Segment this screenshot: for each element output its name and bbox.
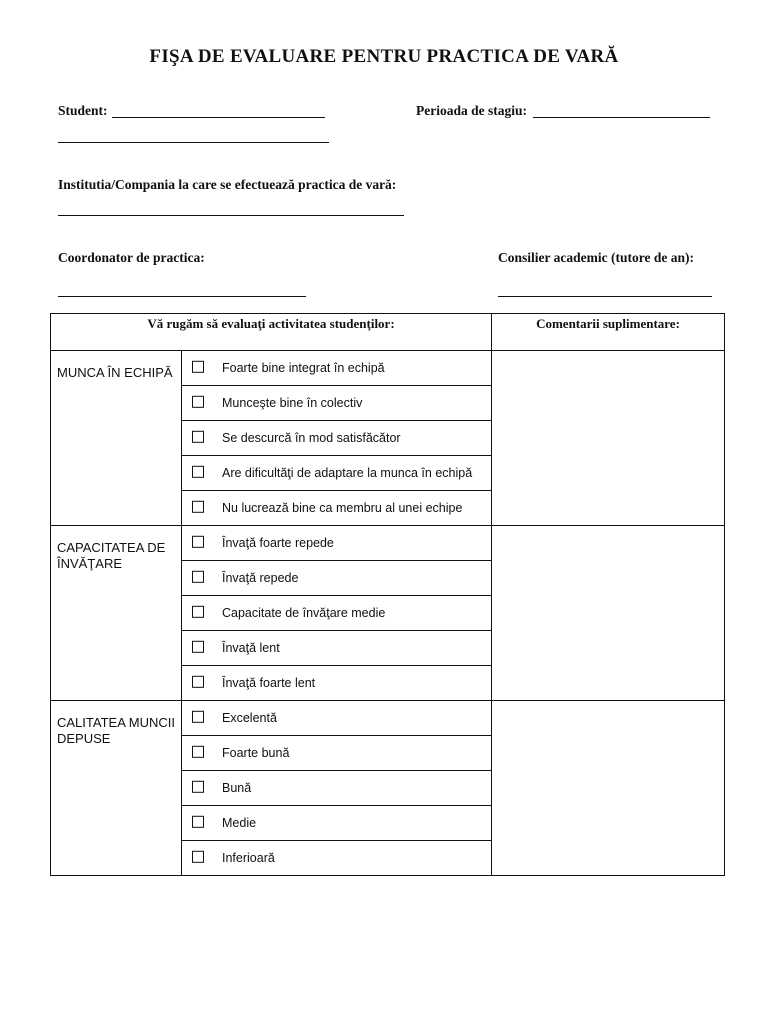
checkbox[interactable] xyxy=(192,501,204,513)
checkbox[interactable] xyxy=(192,396,204,408)
evaluation-table xyxy=(50,313,725,876)
option-row[interactable] xyxy=(182,596,492,631)
option-row[interactable] xyxy=(182,736,492,771)
checkbox[interactable] xyxy=(192,851,204,863)
page-title: FIŞA DE EVALUARE PENTRU PRACTICA DE VARĂ xyxy=(149,46,619,67)
option-row[interactable] xyxy=(182,701,492,736)
option-label: Foarte bună xyxy=(222,746,290,760)
option-row[interactable] xyxy=(182,631,492,666)
option-label: Excelentă xyxy=(222,711,277,725)
category-work-quality: CALITATEA MUNCII DEPUSE xyxy=(51,701,182,876)
option-row[interactable] xyxy=(182,561,492,596)
checkbox[interactable] xyxy=(192,641,204,653)
checkbox[interactable] xyxy=(192,466,204,478)
comments-cell-learning[interactable] xyxy=(492,526,725,701)
student-field-line[interactable] xyxy=(112,117,325,118)
checkbox[interactable] xyxy=(192,746,204,758)
coordinator-label: Coordonator de practica: xyxy=(58,250,205,265)
option-label: Medie xyxy=(222,816,257,830)
option-row[interactable] xyxy=(182,841,492,876)
option-row[interactable] xyxy=(182,666,492,701)
advisor-field-line[interactable] xyxy=(498,296,712,297)
checkbox[interactable] xyxy=(192,711,204,723)
table-header-row xyxy=(51,314,725,351)
option-label: Învaţă foarte repede xyxy=(222,536,334,550)
institution-label: Institutia/Compania la care se efectuează practica de vară: xyxy=(58,177,397,192)
checkbox[interactable] xyxy=(192,431,204,443)
advisor-label: Consilier academic (tutore de an): xyxy=(498,250,694,265)
option-label: Foarte bine integrat în echipă xyxy=(222,361,385,375)
option-label: Munceşte bine în colectiv xyxy=(222,396,363,410)
student-label: Student: xyxy=(58,103,108,118)
checkbox[interactable] xyxy=(192,536,204,548)
period-field-line[interactable] xyxy=(533,117,710,118)
option-row[interactable] xyxy=(182,351,492,386)
option-label: Se descurcă în mod satisfăcător xyxy=(222,431,401,445)
option-row[interactable] xyxy=(182,491,492,526)
comments-cell-teamwork[interactable] xyxy=(492,351,725,526)
comments-cell-work-quality[interactable] xyxy=(492,701,725,876)
period-label: Perioada de stagiu: xyxy=(416,103,527,118)
checkbox[interactable] xyxy=(192,676,204,688)
option-row[interactable] xyxy=(182,386,492,421)
checkbox[interactable] xyxy=(192,571,204,583)
checkbox[interactable] xyxy=(192,781,204,793)
category-teamwork: MUNCA ÎN ECHIPĂ xyxy=(51,351,182,526)
checkbox[interactable] xyxy=(192,361,204,373)
option-row[interactable] xyxy=(182,421,492,456)
option-label: Învaţă repede xyxy=(222,571,299,585)
option-label: Inferioară xyxy=(222,851,275,865)
category-learning: CAPACITATEA DE ÎNVĂŢARE xyxy=(51,526,182,701)
student-field-line-2[interactable] xyxy=(58,142,329,143)
option-row[interactable] xyxy=(182,806,492,841)
institution-field-line[interactable] xyxy=(58,215,404,216)
header-evaluate: Vă rugăm să evaluaţi activitatea studenţilor: xyxy=(51,314,492,351)
coordinator-field-line[interactable] xyxy=(58,296,306,297)
checkbox[interactable] xyxy=(192,816,204,828)
option-label: Are dificultăţi de adaptare la munca în echipă xyxy=(222,466,473,480)
option-row[interactable] xyxy=(182,771,492,806)
option-row[interactable] xyxy=(182,456,492,491)
option-label: Capacitate de învăţare medie xyxy=(222,606,386,620)
option-label: Nu lucrează bine ca membru al unei echipe xyxy=(222,501,463,515)
header-comments: Comentarii suplimentare: xyxy=(492,314,725,351)
option-label: Bună xyxy=(222,781,252,795)
option-label: Învaţă foarte lent xyxy=(222,676,316,690)
checkbox[interactable] xyxy=(192,606,204,618)
option-label: Învaţă lent xyxy=(222,641,280,655)
option-row[interactable] xyxy=(182,526,492,561)
